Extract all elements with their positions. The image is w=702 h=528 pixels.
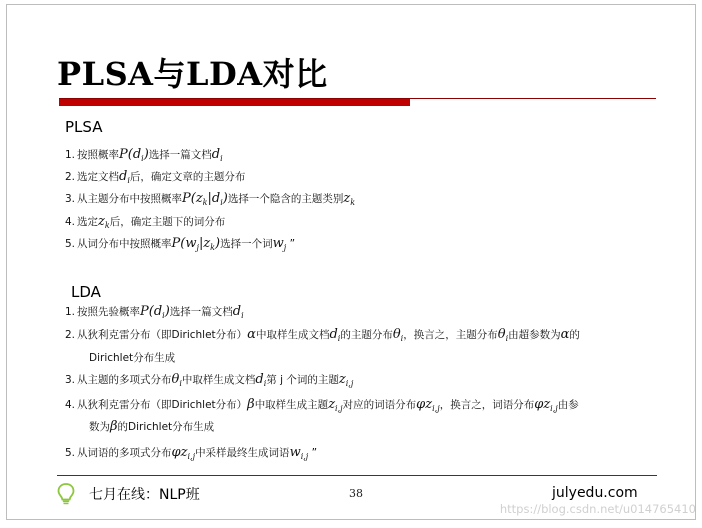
math-subscript: i,j xyxy=(300,452,309,462)
math-symbol: φ xyxy=(416,397,426,412)
step-number: 4. xyxy=(65,399,76,411)
step-text: 的Dirichlet分布生成 xyxy=(117,421,215,433)
footer-divider xyxy=(57,475,657,476)
math-symbol: w xyxy=(272,236,284,251)
step-text: ” xyxy=(286,238,296,250)
math-subscript: j xyxy=(283,243,287,253)
math-symbol: z xyxy=(343,191,351,206)
footer-site: julyedu.com xyxy=(552,485,638,501)
step-text: 选择一个词 xyxy=(220,238,273,250)
math-symbol: α xyxy=(560,327,570,342)
math-subscript: i,j xyxy=(187,452,196,462)
footer-course xyxy=(57,483,200,505)
step-item xyxy=(65,237,295,255)
math-symbol: P(d xyxy=(140,304,163,319)
math-symbol: z xyxy=(98,214,105,229)
math-symbol: z xyxy=(180,445,188,460)
math-subscript: i,j xyxy=(432,404,440,414)
step-item xyxy=(65,446,317,464)
math-symbol: z xyxy=(425,397,433,412)
step-text: 对应的词语分布 xyxy=(342,399,417,411)
math-subscript: i xyxy=(179,379,182,389)
step-text: 从词分布中按照概率 xyxy=(77,238,172,250)
step-text: 从狄利克雷分布（即Dirichlet分布） xyxy=(77,399,248,411)
step-number: 1. xyxy=(65,306,76,318)
math-symbol: ) xyxy=(164,304,170,319)
step-number: 3. xyxy=(65,193,76,205)
footer-course-label: 七月在线：NLP班 xyxy=(89,487,200,503)
math-subscript: i xyxy=(337,334,341,344)
math-subscript: i,j xyxy=(345,379,354,389)
math-symbol: β xyxy=(110,419,118,434)
math-subscript: k xyxy=(210,243,216,253)
step-item xyxy=(65,192,355,210)
math-symbol: φ xyxy=(534,397,544,412)
step-text: 第 j 个词的主题 xyxy=(266,374,339,386)
math-symbol: |d xyxy=(207,191,221,206)
step-text: 后，确定主题下的词分布 xyxy=(109,216,226,228)
step-item xyxy=(65,305,244,323)
step-number: 5. xyxy=(65,447,76,459)
step-text: 选择一篇文档 xyxy=(148,149,212,161)
math-subscript: k xyxy=(104,221,110,231)
step-text: 中取样生成文档 xyxy=(255,329,330,341)
step-text: 由参 xyxy=(557,399,579,411)
math-subscript: i,j xyxy=(550,404,558,414)
step-text: 中取样生成主题 xyxy=(254,399,329,411)
math-subscript: i xyxy=(162,311,165,321)
math-symbol: φ xyxy=(171,445,181,460)
math-symbol: θ xyxy=(392,327,401,342)
lightbulb-icon xyxy=(57,483,75,505)
math-symbol: z xyxy=(338,372,346,387)
math-subscript: i xyxy=(263,379,267,389)
step-number: 4. xyxy=(65,216,76,228)
math-symbol: θ xyxy=(171,372,180,387)
step-item xyxy=(65,328,580,346)
watermark: https://blog.csdn.net/u014765410 xyxy=(499,502,696,516)
step-text: 由超参数为 xyxy=(508,329,561,341)
math-symbol: d xyxy=(329,327,338,342)
step-text: 从主题的多项式分布 xyxy=(77,374,172,386)
math-symbol: w xyxy=(289,445,301,460)
step-number: 2. xyxy=(65,329,76,341)
step-number: 1. xyxy=(65,149,76,161)
math-symbol: θ xyxy=(497,327,506,342)
step-item xyxy=(77,420,214,434)
math-subscript: j xyxy=(196,243,199,253)
page-number: 38 xyxy=(349,487,363,500)
lda-heading: LDA xyxy=(71,283,101,301)
math-symbol: α xyxy=(247,327,256,342)
step-text: 的 xyxy=(569,329,580,341)
math-symbol: z xyxy=(543,397,551,412)
step-text: ，换言之，主题分布 xyxy=(403,329,498,341)
step-text: 选择一篇文档 xyxy=(169,306,233,318)
step-text: 数为 xyxy=(89,421,110,433)
step-text: 选定文档 xyxy=(77,171,119,183)
math-symbol: β xyxy=(247,397,255,412)
step-text: Dirichlet分布生成 xyxy=(89,352,176,364)
step-text: ” xyxy=(308,447,318,459)
plsa-heading: PLSA xyxy=(65,118,103,136)
step-text: ，换言之，词语分布 xyxy=(439,399,535,411)
step-number: 5. xyxy=(65,238,76,250)
slide-title: PLSA与LDA对比 xyxy=(57,55,328,93)
math-symbol: d xyxy=(232,304,242,319)
math-subscript: i xyxy=(127,176,130,186)
math-subscript: i xyxy=(220,198,223,208)
math-symbol: P(d xyxy=(119,147,142,162)
math-subscript: k xyxy=(202,198,208,208)
step-item xyxy=(65,215,225,233)
step-number: 2. xyxy=(65,171,76,183)
step-text: 按照概率 xyxy=(77,149,119,161)
math-subscript: k xyxy=(350,198,356,208)
step-number: 3. xyxy=(65,374,76,386)
math-symbol: |z xyxy=(198,236,211,251)
step-item xyxy=(77,351,175,365)
math-symbol: z xyxy=(328,397,336,412)
math-subscript: i xyxy=(505,334,509,344)
title-accent-bar xyxy=(59,99,410,106)
step-item xyxy=(65,373,353,391)
math-subscript: i xyxy=(220,154,223,164)
step-item xyxy=(65,148,223,166)
step-item xyxy=(65,398,579,416)
slide xyxy=(6,4,696,520)
step-text: 后，确定文章的主题分布 xyxy=(129,171,246,183)
math-subscript: i xyxy=(400,334,404,344)
math-symbol: P(w xyxy=(171,236,197,251)
math-symbol: ) xyxy=(215,236,221,251)
math-symbol: ) xyxy=(222,191,228,206)
step-text: 按照先验概率 xyxy=(77,306,140,318)
math-subscript: i,j xyxy=(335,404,343,414)
step-text: 从狄利克雷分布（即Dirichlet分布） xyxy=(77,329,248,341)
math-symbol: d xyxy=(255,372,264,387)
math-symbol: P(z xyxy=(182,191,203,206)
step-text: 中采样最终生成词语 xyxy=(195,447,290,459)
math-subscript: i xyxy=(141,154,144,164)
step-text: 中取样生成文档 xyxy=(181,374,256,386)
math-symbol: d xyxy=(211,147,221,162)
step-text: 从主题分布中按照概率 xyxy=(77,193,182,205)
step-text: 从词语的多项式分布 xyxy=(77,447,172,459)
step-text: 选定 xyxy=(77,216,98,228)
math-symbol: d xyxy=(119,169,128,184)
step-item xyxy=(65,170,245,188)
step-text: 的主题分布 xyxy=(340,329,393,341)
math-subscript: i xyxy=(241,311,244,321)
math-symbol: ) xyxy=(143,147,149,162)
step-text: 选择一个隐含的主题类别 xyxy=(227,193,344,205)
